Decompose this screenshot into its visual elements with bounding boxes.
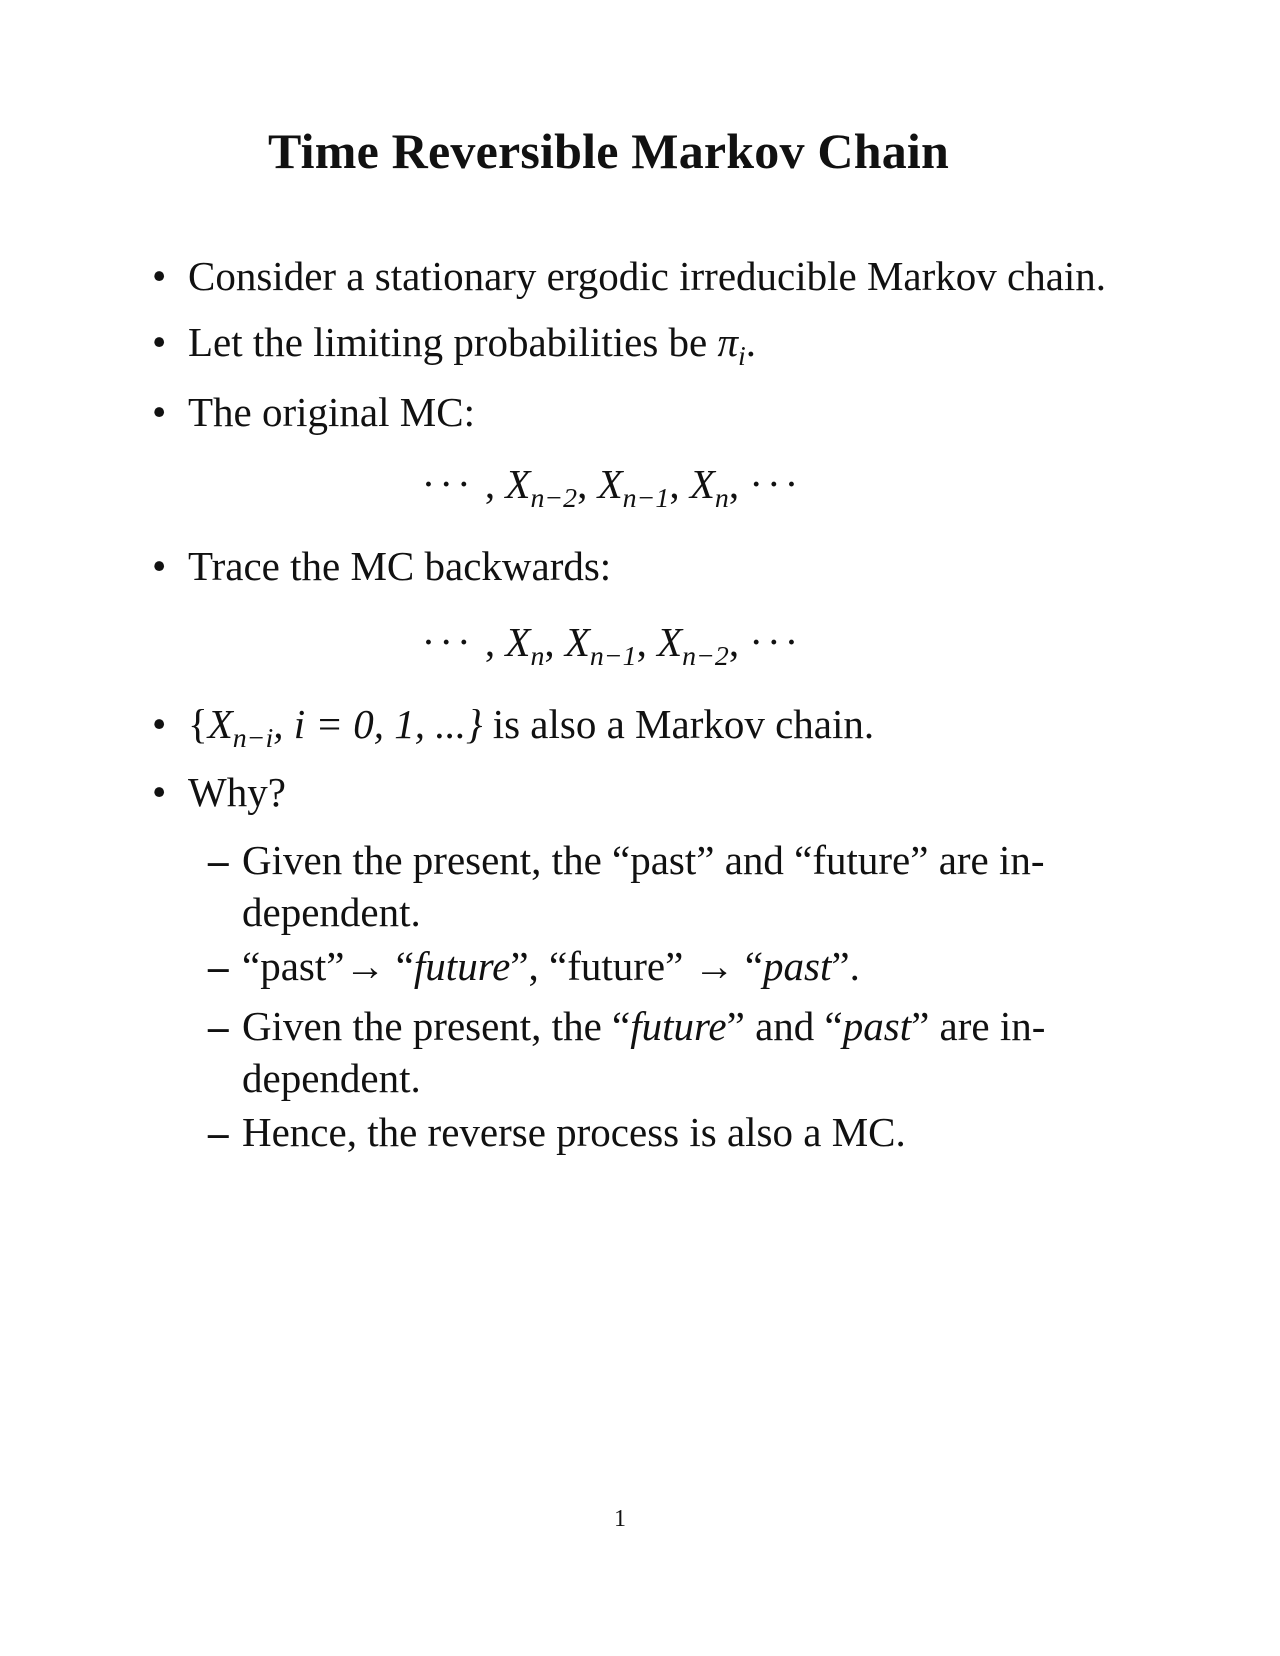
bullet-item — [152, 388, 475, 436]
forward-sequence: ··· , $X_{n-2}$, $X_{n-1}$, $X_n$, ··· — [421, 461, 803, 514]
bullet-dot: • — [152, 319, 167, 365]
leading-dots: ··· — [421, 619, 475, 665]
math-subscript: i — [738, 340, 746, 372]
text-fragment: ” are in- — [911, 1003, 1046, 1049]
sub-bullet-line: dependent. — [242, 889, 421, 935]
arrow-icon: → — [344, 943, 386, 989]
bullet-text: Why? — [188, 769, 286, 815]
sub-bullet-item — [208, 940, 1108, 992]
text-fragment: Given the present, the “ — [242, 1003, 631, 1049]
sub-bullet-line: Given the present, the “past” and “future” are in- — [242, 837, 1045, 883]
bullet-dot: • — [152, 701, 167, 747]
math-x: X — [689, 461, 715, 507]
backward-sequence: ··· , $X_n$, $X_{n-1}$, $X_{n-2}$, ··· — [421, 619, 803, 672]
bullet-dot: • — [152, 253, 167, 299]
sub-bullet-item — [208, 1000, 1108, 1104]
italic-past: past — [842, 1003, 912, 1049]
bullet-suffix: . — [745, 319, 757, 365]
sub-bullet-dash: – — [208, 943, 229, 989]
bullet-item — [152, 252, 1106, 300]
bullet-item — [152, 318, 757, 372]
text-fragment: “ — [385, 943, 414, 989]
bullet-dot: • — [152, 769, 167, 815]
bullet-dot: • — [152, 543, 167, 589]
text-fragment: ”. — [831, 943, 860, 989]
page-title: Time Reversible Markov Chain — [268, 123, 950, 179]
text-fragment: “ — [734, 943, 764, 989]
bullet-text: Let the limiting probabilities be — [188, 319, 708, 365]
math-x: X — [657, 619, 683, 665]
text-fragment: “past” — [242, 943, 345, 989]
math-subscript: n−2 — [530, 482, 578, 514]
math-subscript: n — [530, 640, 545, 672]
math-subscript: n−1 — [589, 640, 637, 672]
math-x: X — [564, 619, 590, 665]
math-x: X — [597, 461, 623, 507]
math-pi: π — [717, 319, 739, 365]
text-fragment: ”, “future” — [510, 943, 694, 989]
italic-past: past — [763, 943, 832, 989]
sub-bullet-dash: – — [208, 1109, 229, 1155]
math-subscript: n−i — [232, 722, 274, 754]
sub-bullet-item — [208, 1106, 1108, 1158]
bullet-dot: • — [152, 389, 167, 435]
bullet-text: is also a Markov chain. — [482, 701, 875, 747]
math-x: X — [505, 461, 531, 507]
leading-dots: ··· — [421, 461, 475, 507]
math-subscript: n — [714, 482, 729, 514]
sub-bullet-text — [242, 834, 1108, 938]
trailing-dots: ··· — [749, 619, 803, 665]
arrow-icon: → — [693, 943, 735, 989]
sub-bullet-text — [242, 940, 1108, 992]
math-index-set: , i = 0, 1, ...} — [273, 701, 483, 747]
math-subscript: n−2 — [682, 640, 729, 672]
math-brace: { — [188, 701, 208, 747]
bullet-text: Trace the MC backwards: — [188, 543, 612, 589]
sub-bullet-line: dependent. — [242, 1055, 421, 1101]
math-subscript: n−1 — [622, 482, 670, 514]
sub-bullet-dash: – — [208, 837, 229, 883]
page-number: 1 — [614, 1506, 626, 1532]
math-x: X — [505, 619, 531, 665]
sub-bullet-item — [208, 834, 1108, 938]
trailing-dots: ··· — [749, 461, 803, 507]
sub-bullet-text — [242, 1000, 1108, 1104]
sub-bullet-line — [242, 1000, 1108, 1052]
italic-future: future — [413, 943, 511, 989]
italic-future: future — [630, 1003, 727, 1049]
bullet-item — [152, 700, 875, 754]
math-x: X — [207, 701, 233, 747]
sub-bullet-text: Hence, the reverse process is also a MC. — [242, 1109, 906, 1155]
bullet-item — [152, 542, 611, 590]
bullet-text: The original MC: — [188, 389, 475, 435]
bullet-item — [152, 768, 286, 816]
bullet-text: Consider a stationary ergodic irreducible Markov chain. — [188, 253, 1107, 299]
text-fragment: ” and “ — [726, 1003, 843, 1049]
sub-bullet-dash: – — [208, 1003, 229, 1049]
